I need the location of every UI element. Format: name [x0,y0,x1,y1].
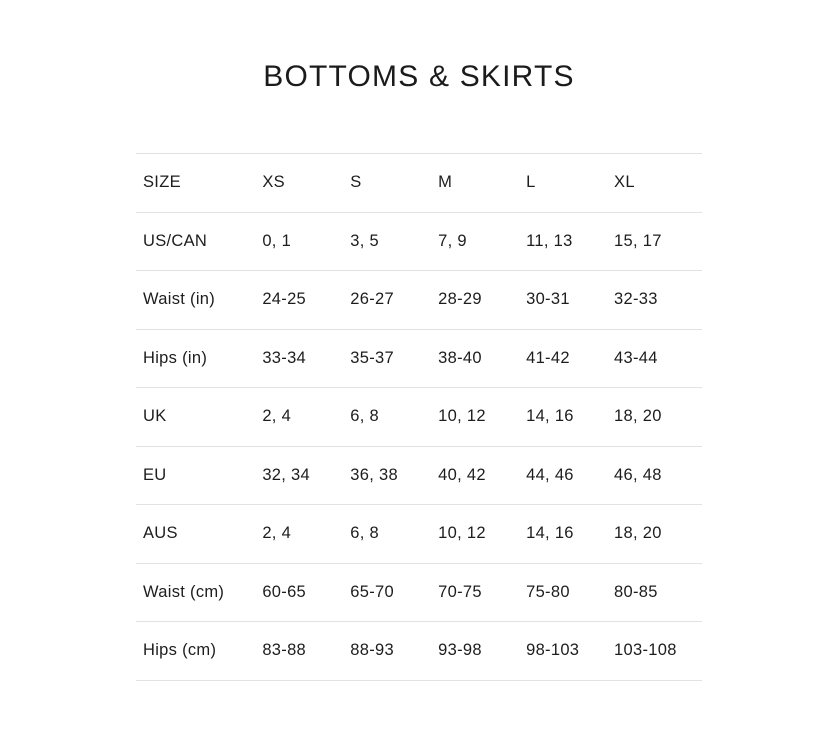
cell-xs: 83-88 [262,641,307,660]
row-label: Waist (in) [143,290,216,309]
column-header-m: M [438,173,453,192]
column-header-xs: XS [262,173,285,192]
column-header-xl: XL [614,173,635,192]
table-head [136,154,702,213]
cell-xs: 60-65 [262,582,307,601]
cell-xs: 2, 4 [262,524,292,543]
row-label: EU [143,465,167,484]
row-label: Hips (in) [143,348,208,367]
cell-s: 35-37 [350,348,394,367]
table-header-row [136,154,702,213]
column-header-l: L [526,173,536,192]
cell-l: 14, 16 [526,407,574,426]
cell-m: 7, 9 [438,231,467,250]
cell-xs: 32, 34 [262,465,311,484]
row-label: Waist (cm) [143,582,225,601]
cell-s: 6, 8 [350,407,379,426]
table-row [136,563,702,622]
cell-m: 10, 12 [438,524,486,543]
cell-l: 44, 46 [526,465,574,484]
cell-l: 75-80 [526,582,570,601]
page-title: BOTTOMS & SKIRTS [263,60,575,93]
table-row [136,505,702,564]
cell-l: 98-103 [526,641,580,660]
cell-l: 30-31 [526,290,570,309]
cell-xl: 46, 48 [614,465,662,484]
cell-m: 93-98 [438,641,482,660]
cell-s: 36, 38 [350,465,398,484]
cell-s: 6, 8 [350,524,379,543]
cell-m: 40, 42 [438,465,486,484]
table-body [136,212,702,680]
size-chart-table [136,153,702,681]
cell-xl: 18, 20 [614,407,662,426]
table-row [136,212,702,271]
cell-xl: 80-85 [614,582,658,601]
cell-m: 38-40 [438,348,482,367]
row-label: Hips (cm) [143,641,217,660]
cell-xl: 18, 20 [614,524,662,543]
cell-s: 88-93 [350,641,394,660]
cell-xs: 2, 4 [262,407,292,426]
cell-s: 26-27 [350,290,394,309]
cell-l: 14, 16 [526,524,574,543]
cell-s: 3, 5 [350,231,379,250]
cell-xs: 33-34 [262,348,307,367]
row-label: UK [143,407,167,426]
cell-xl: 32-33 [614,290,658,309]
row-label: US/CAN [143,231,208,250]
table-row [136,271,702,330]
cell-xl: 103-108 [614,641,677,660]
table-row [136,622,702,681]
cell-xs: 24-25 [262,290,307,309]
cell-m: 70-75 [438,582,482,601]
size-chart-table-wrapper [136,153,702,681]
table-row [136,446,702,505]
cell-s: 65-70 [350,582,394,601]
table-row [136,388,702,447]
cell-xs: 0, 1 [262,231,292,250]
cell-l: 11, 13 [526,231,573,250]
cell-m: 10, 12 [438,407,486,426]
cell-l: 41-42 [526,348,570,367]
cell-xl: 15, 17 [614,231,662,250]
cell-xl: 43-44 [614,348,658,367]
table-row [136,329,702,388]
cell-m: 28-29 [438,290,482,309]
column-header-size: SIZE [143,173,181,192]
row-label: AUS [143,524,178,543]
column-header-s: S [350,173,362,192]
